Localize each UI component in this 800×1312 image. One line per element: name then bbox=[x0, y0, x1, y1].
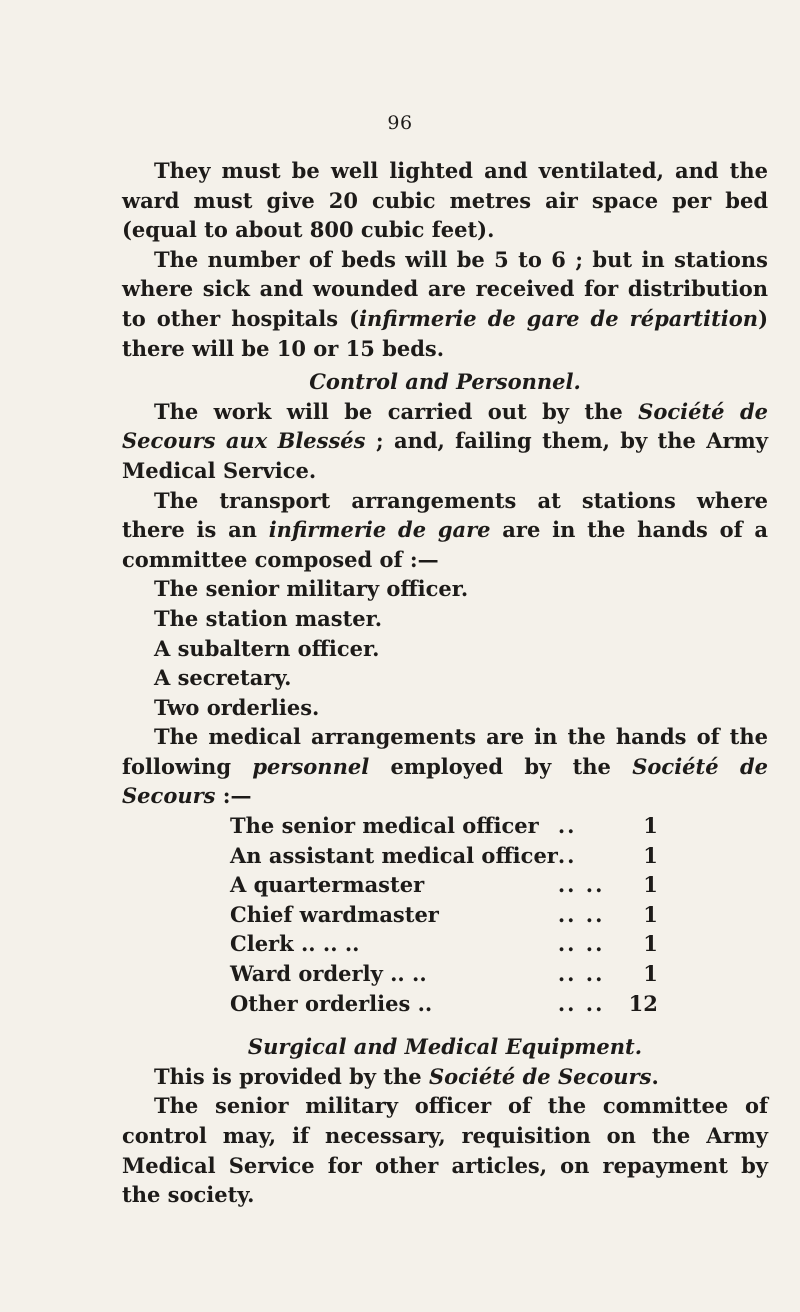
leader-dots: .. .. bbox=[557, 931, 605, 957]
count-cell: 1 bbox=[643, 842, 658, 868]
italic-term: Société de Secours aux Blessés bbox=[122, 398, 769, 454]
text-run: ; and, failing them, by the Army Medical Service. bbox=[122, 428, 768, 483]
list-item: A secretary. bbox=[154, 665, 292, 691]
table-row bbox=[230, 989, 658, 1019]
text-run: are in the hands of a committee composed of :— bbox=[122, 517, 768, 572]
role-cell: An assistant medical officer bbox=[230, 842, 558, 868]
count-cell: 12 bbox=[628, 990, 658, 1016]
italic-term: Société de Secours bbox=[428, 1063, 652, 1089]
list-item: A subaltern officer. bbox=[154, 635, 380, 661]
italic-term: infirmerie de gare bbox=[268, 517, 491, 543]
table-row bbox=[230, 870, 658, 900]
role-cell: Clerk .. .. .. bbox=[230, 931, 360, 957]
text-run: This is provided by the bbox=[154, 1063, 429, 1089]
paragraph-medical-arrangements bbox=[122, 722, 768, 811]
table-row bbox=[230, 900, 658, 930]
leader-dots: .. bbox=[557, 842, 577, 868]
leader-dots: .. bbox=[557, 813, 577, 839]
paragraph-transport-arrangements bbox=[122, 486, 768, 575]
text-run: :— bbox=[215, 783, 252, 809]
paragraph-requisition: The senior military officer of the committee of control may, if necessary, requisition on the Army Medical Service for other articles, on repayment by the society. bbox=[122, 1093, 768, 1208]
role-cell: Ward orderly .. .. bbox=[230, 961, 427, 987]
leader-dots: .. .. bbox=[557, 961, 605, 987]
count-cell: 1 bbox=[643, 872, 658, 898]
italic-term: personnel bbox=[252, 753, 370, 779]
text-run: The work will be carried out by the bbox=[154, 398, 639, 424]
leader-dots: .. .. bbox=[557, 901, 605, 927]
paragraph-equipment-provided bbox=[122, 1062, 768, 1092]
body-text bbox=[122, 156, 768, 1210]
list-item: Two orderlies. bbox=[154, 694, 320, 720]
italic-term: infirmerie de gare de répartition bbox=[359, 305, 759, 331]
table-row bbox=[230, 959, 658, 989]
text-run: employed by the bbox=[369, 753, 633, 779]
leader-dots: .. .. bbox=[557, 990, 605, 1016]
text-run: The transport arrangements at stations where there is an bbox=[122, 487, 768, 543]
section-heading-equipment: Surgical and Medical Equipment. bbox=[247, 1034, 643, 1060]
role-cell: The senior medical officer bbox=[230, 813, 539, 839]
table-row bbox=[230, 811, 658, 841]
role-cell: A quartermaster bbox=[230, 872, 425, 898]
count-cell: 1 bbox=[643, 961, 658, 987]
table-row bbox=[230, 841, 658, 871]
list-item: The station master. bbox=[154, 605, 383, 631]
count-cell: 1 bbox=[643, 931, 658, 957]
role-cell: Chief wardmaster bbox=[230, 901, 439, 927]
section-heading-control: Control and Personnel. bbox=[309, 369, 581, 395]
table-row bbox=[230, 929, 658, 959]
role-cell: Other orderlies .. bbox=[230, 990, 433, 1016]
count-cell: 1 bbox=[643, 901, 658, 927]
committee-list bbox=[122, 574, 768, 722]
text-run: The number of beds will be 5 to 6 ; but in stations where sick and wounded are received for distribution to other hospitals ( bbox=[122, 246, 768, 331]
count-cell: 1 bbox=[643, 813, 658, 839]
paragraph-work-carried-out bbox=[122, 397, 768, 486]
text-run: ) there will be 10 or 15 beds. bbox=[122, 305, 768, 361]
text-run: The medical arrangements are in the hands of the following bbox=[122, 724, 768, 779]
personnel-table bbox=[230, 811, 658, 1018]
italic-term: Société de Secours bbox=[122, 753, 768, 809]
spacer bbox=[122, 1018, 768, 1028]
list-item: The senior military officer. bbox=[154, 576, 469, 602]
paragraph-number-of-beds bbox=[122, 245, 768, 363]
page-number: 96 bbox=[387, 112, 413, 134]
leader-dots: .. .. bbox=[557, 872, 605, 898]
text-run: . bbox=[651, 1063, 659, 1089]
paragraph-ward-requirements: They must be well lighted and ventilated, and the ward must give 20 cubic metres air space per bed (equal to about 800 cubic feet). bbox=[122, 158, 768, 243]
